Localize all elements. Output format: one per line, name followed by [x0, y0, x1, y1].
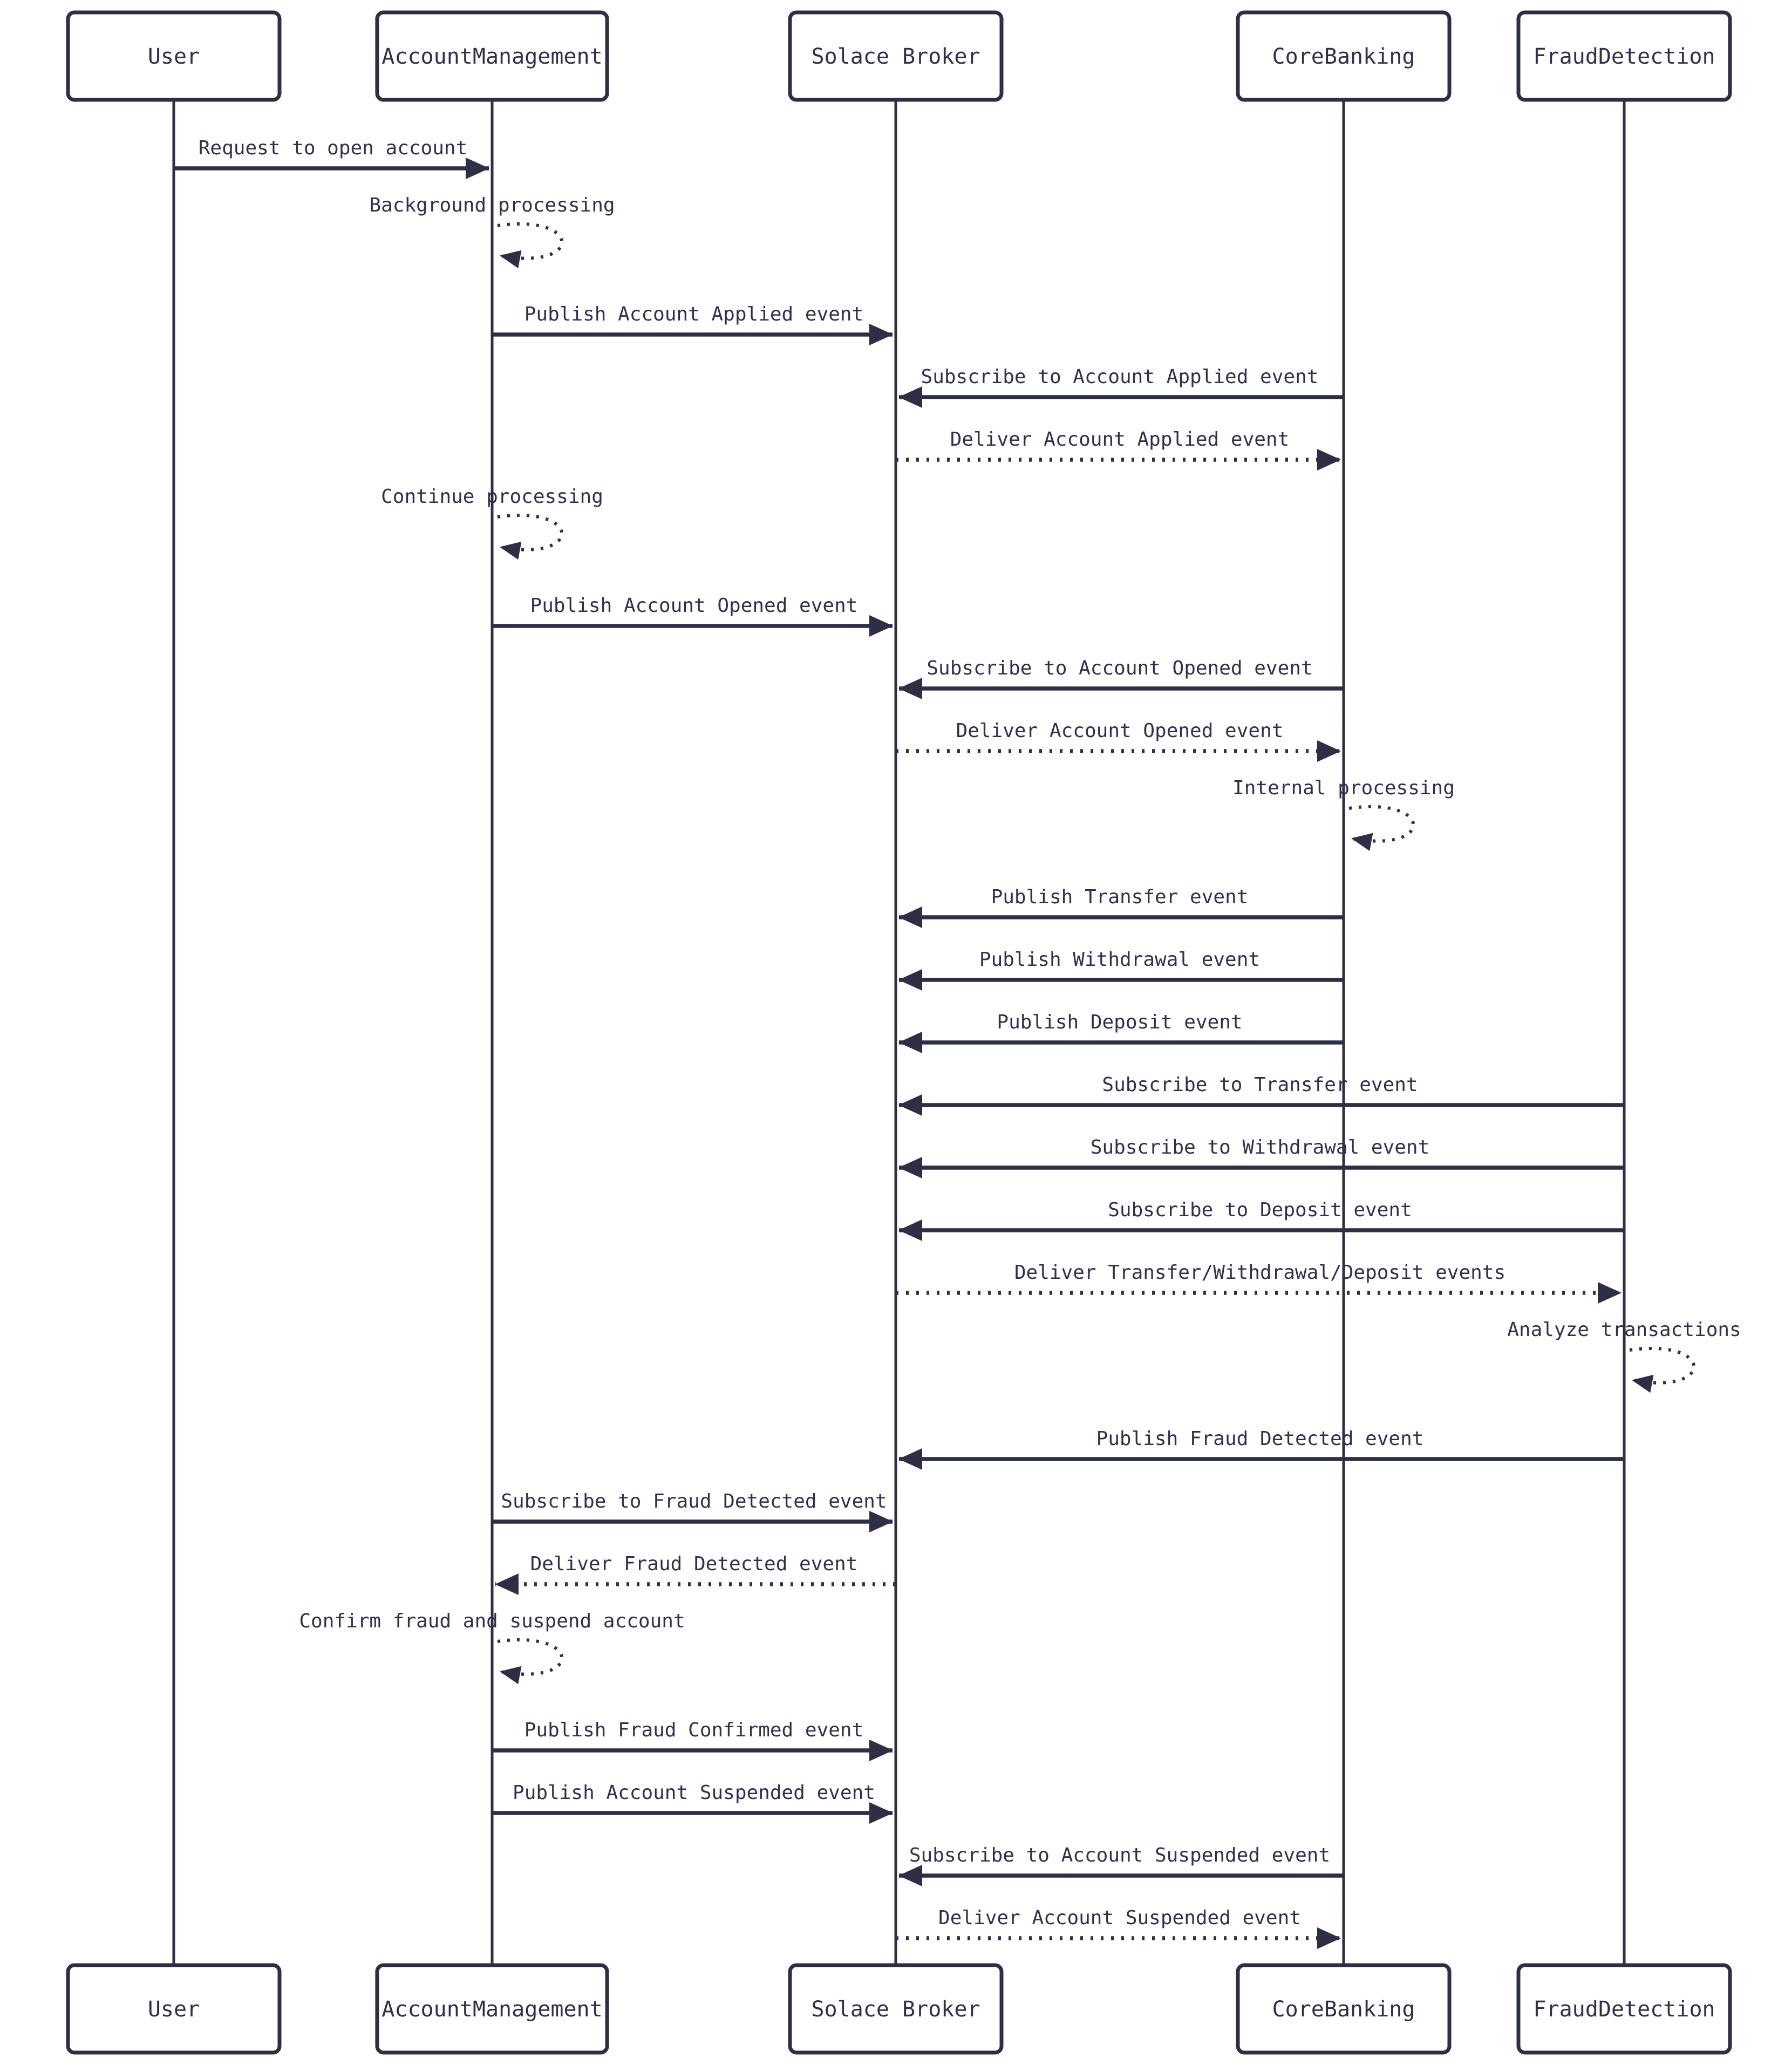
message-label: Deliver Transfer/Withdrawal/Deposit events — [1014, 1262, 1506, 1284]
message-label: Subscribe to Account Opened event — [927, 657, 1313, 679]
message-label: Publish Account Applied event — [524, 303, 864, 325]
message-label: Publish Fraud Confirmed event — [524, 1719, 864, 1741]
participant-label-bottom-solace-broker: Solace Broker — [811, 1997, 980, 2022]
message-label: Deliver Account Suspended event — [938, 1907, 1301, 1929]
message-label: Publish Account Suspended event — [513, 1782, 875, 1804]
message-label: Publish Transfer event — [991, 886, 1249, 908]
message-label: Subscribe to Withdrawal event — [1090, 1136, 1430, 1158]
message-label: Subscribe to Fraud Detected event — [501, 1490, 887, 1512]
message-label: Request to open account — [198, 137, 468, 159]
participant-label-bottom-user: User — [147, 1997, 200, 2022]
message-label: Subscribe to Deposit event — [1108, 1199, 1412, 1221]
self-message-label: Confirm fraud and suspend account — [299, 1610, 685, 1632]
participant-label-bottom-core-banking: CoreBanking — [1272, 1997, 1415, 2022]
self-message-label: Background processing — [369, 194, 615, 216]
participant-label-top-account-management: AccountManagement — [382, 44, 603, 69]
message-label: Deliver Account Opened event — [956, 720, 1284, 742]
message-label: Subscribe to Account Suspended event — [909, 1844, 1331, 1866]
message-label: Publish Account Opened event — [530, 595, 858, 617]
self-message-label: Internal processing — [1232, 777, 1455, 799]
participant-label-bottom-account-management: AccountManagement — [382, 1997, 603, 2022]
participant-label-top-fraud-detection: FraudDetection — [1533, 44, 1715, 69]
self-message-label: Continue processing — [381, 486, 603, 508]
message-label: Subscribe to Account Applied event — [921, 366, 1319, 388]
message-label: Deliver Fraud Detected event — [530, 1553, 858, 1575]
message-label: Deliver Account Applied event — [950, 428, 1290, 451]
message-label: Subscribe to Transfer event — [1102, 1074, 1418, 1096]
participant-label-top-user: User — [147, 44, 200, 69]
self-message-label: Analyze transactions — [1507, 1319, 1741, 1341]
participant-label-top-solace-broker: Solace Broker — [811, 44, 980, 69]
participant-label-bottom-fraud-detection: FraudDetection — [1533, 1997, 1715, 2022]
participant-label-top-core-banking: CoreBanking — [1272, 44, 1415, 69]
message-label: Publish Fraud Detected event — [1096, 1428, 1424, 1450]
message-label: Publish Deposit event — [997, 1011, 1243, 1033]
message-label: Publish Withdrawal event — [979, 949, 1261, 971]
